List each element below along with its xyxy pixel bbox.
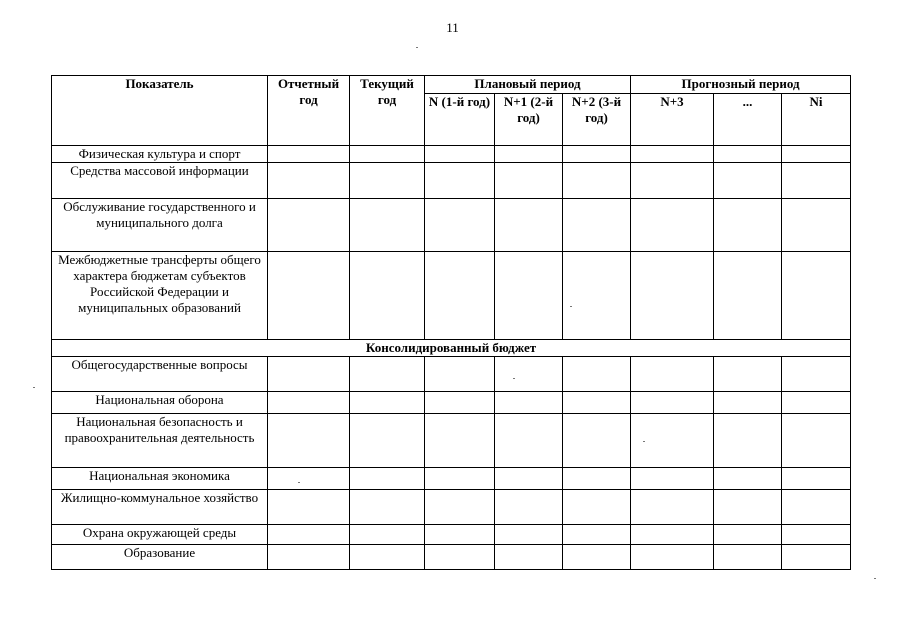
row-indicator: Средства массовой информации [52, 163, 268, 199]
budget-table [51, 75, 851, 570]
row-indicator: Межбюджетные трансферты общего характера бюджетам субъектов Российской Федерации и муниципальных образований [52, 252, 268, 340]
table-row [52, 545, 851, 570]
header-n3: N+3 [631, 94, 714, 146]
table-row [52, 252, 851, 340]
table-row [52, 163, 851, 199]
page-number: 11 [446, 20, 459, 35]
header-n2: N+2 (3-й год) [563, 94, 631, 146]
header-n: N (1-й год) [425, 94, 495, 146]
table-row [52, 199, 851, 252]
table-row [52, 414, 851, 468]
header-ni: Ni [782, 94, 851, 146]
row-indicator: Национальная экономика [52, 468, 268, 490]
header-reporting-year: Отчетный год [268, 76, 350, 146]
header-indicator: Показатель [52, 76, 268, 146]
table-row [52, 146, 851, 163]
table-row [52, 525, 851, 545]
row-indicator: Жилищно-коммунальное хозяйство [52, 490, 268, 525]
row-indicator: Образование [52, 545, 268, 570]
row-indicator: Охрана окружающей среды [52, 525, 268, 545]
header-planned-period: Плановый период [425, 76, 631, 94]
section-row [52, 340, 851, 357]
table-row [52, 490, 851, 525]
header-forecast-period: Прогнозный период [631, 76, 851, 94]
row-indicator: Физическая культура и спорт [52, 146, 268, 163]
header-n1: N+1 (2-й год) [495, 94, 563, 146]
table-row [52, 357, 851, 392]
header-ellipsis: ... [714, 94, 782, 146]
row-indicator: Национальная безопасность и правоохранительная деятельность [52, 414, 268, 468]
row-indicator: Национальная оборона [52, 392, 268, 414]
row-indicator: Обслуживание государственного и муниципального долга [52, 199, 268, 252]
table-row [52, 392, 851, 414]
row-indicator: Общегосударственные вопросы [52, 357, 268, 392]
table-row [52, 468, 851, 490]
section-title: Консолидированный бюджет [52, 340, 851, 357]
header-current-year: Текущий год [350, 76, 425, 146]
